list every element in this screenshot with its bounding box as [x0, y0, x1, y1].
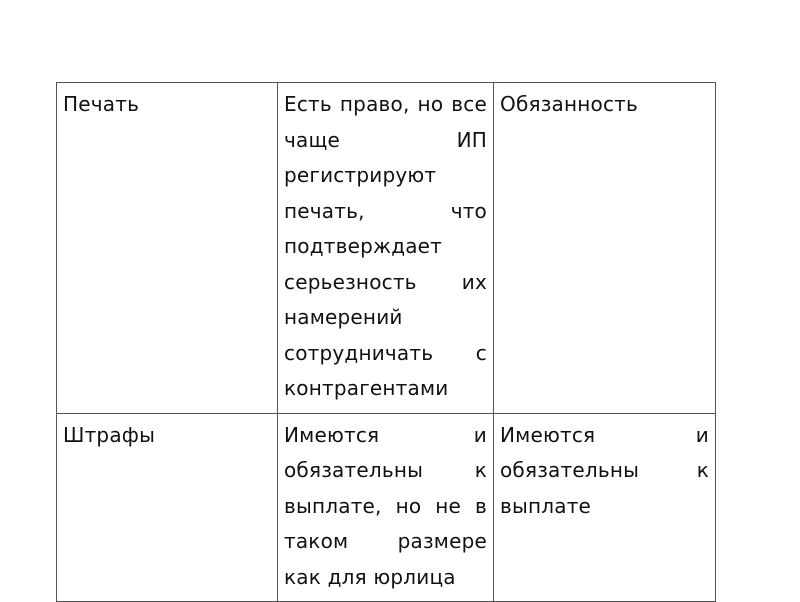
row-label-cell: Штрафы [57, 413, 278, 602]
org-cell: Обязанность [494, 83, 716, 414]
comparison-table [56, 82, 716, 602]
table-row [57, 413, 716, 602]
org-cell: Имеются и обязательны к выплате [494, 413, 716, 602]
ip-cell: Есть право, но все чаще ИП регистрируют печать, что подтверждает серьезность их намерений сотрудничать с контрагентами [278, 83, 494, 414]
row-label-cell: Печать [57, 83, 278, 414]
ip-cell: Имеются и обязательны к выплате, но не в таком размере как для юрлица [278, 413, 494, 602]
table-row [57, 83, 716, 414]
